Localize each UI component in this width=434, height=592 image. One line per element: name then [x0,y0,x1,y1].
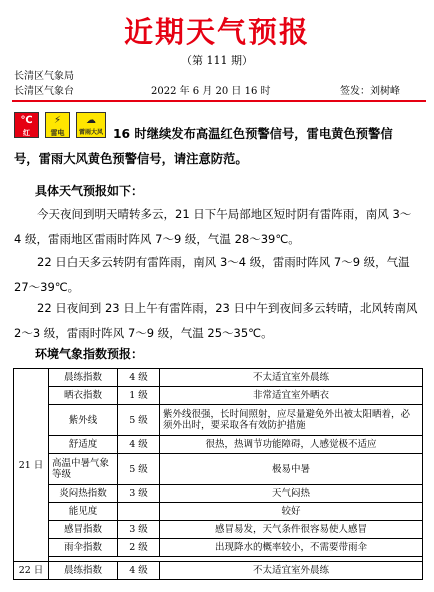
warning-text: 16 时继续发布高温红色预警信号，雷电黄色预警信号，雷雨大风黄色预警信号，请注意防范。 [14,127,393,166]
lightning-symbol: ⚡ [53,115,62,126]
index-advice: 出现降水的概率较小，不需要带雨伞 [160,539,423,557]
index-level: 4 级 [118,369,160,387]
lightning-label: 雷电 [50,129,65,137]
forecast-paragraph-2: 22 日白天多云转阴有雷阵雨，南风 3～4 级，雷雨时阵风 7～9 级，气温 27～39℃。 [14,255,410,294]
table-row [14,562,423,580]
index-name: 晒衣指数 [49,387,118,405]
index-advice: 非常适宜室外晒衣 [160,387,423,405]
forecast-paragraph-1: 今天夜间到明天晴转多云，21 日下午局部地区短时阴有雷阵雨，南风 3～4 级，雷雨地区雷雨时阵风 7～9 级，气温 28～39℃。 [14,207,412,246]
issue-date: 2022 年 6 月 20 日 16 时 [151,86,271,97]
high-temperature-symbol: ℃ [20,115,33,126]
table-row [14,539,423,557]
index-name: 高温中暑气象等级 [49,454,118,485]
day-cell-22: 22 日 [14,562,49,580]
index-name: 紫外线 [49,405,118,436]
index-level: 3 级 [118,521,160,539]
forecast-heading: 具体天气预报如下： [35,184,144,198]
org-line-2: 长清区气象台 [14,86,74,97]
index-name: 能见度 [49,503,118,521]
index-name: 舒适度 [49,436,118,454]
page-title: 近期天气预报 [123,15,310,49]
table-row [14,503,423,521]
index-level: 4 级 [118,436,160,454]
index-name: 晨练指数 [49,369,118,387]
index-name: 雨伞指数 [49,539,118,557]
thunderstorm-gale-label: 雷雨大风 [78,129,103,136]
index-level: 1 级 [118,387,160,405]
table-row [14,369,423,387]
index-advice: 不太适宜室外晨练 [160,369,423,387]
issue-number: （第 111 期） [181,54,253,67]
table-row [14,454,423,485]
index-advice: 紫外线很强，长时间照射，应尽量避免外出被太阳晒着，必须外出时，要采取各有效防护措施 [160,405,423,436]
day-cell-21: 21 日 [14,369,49,562]
thunderstorm-gale-symbol: ☁ [86,115,96,126]
index-advice: 天气闷热 [160,485,423,503]
index-advice: 极易中暑 [160,454,423,485]
table-row [14,521,423,539]
index-advice: 感冒易发，天气条件很容易使人感冒 [160,521,423,539]
forecast-paragraph-3: 22 日夜间到 23 日上午有雷阵雨，23 日中午到夜间多云转晴，北风转南风 2～3 级，雷雨时阵风 7～9 级，气温 25～35℃。 [14,301,418,340]
header-divider [12,100,426,102]
index-heading: 环境气象指数预报： [35,347,144,361]
index-advice: 较好 [160,503,423,521]
index-name: 感冒指数 [49,521,118,539]
index-level [118,503,160,521]
index-advice: 很热，热调节功能障碍，人感觉极不适应 [160,436,423,454]
table-row [14,485,423,503]
table-row [14,387,423,405]
table-row [14,405,423,436]
index-level: 2 级 [118,539,160,557]
high-temperature-label: 红 [23,129,30,137]
signer: 签发：刘树峰 [340,86,400,97]
index-name: 炎闷热指数 [49,485,118,503]
org-line-1: 长清区气象局 [14,71,74,82]
index-level: 5 级 [118,454,160,485]
index-table [13,368,423,580]
index-level: 4 级 [118,562,160,580]
index-level: 3 级 [118,485,160,503]
index-name: 晨练指数 [49,562,118,580]
table-row [14,436,423,454]
index-level: 5 级 [118,405,160,436]
index-advice: 不太适宜室外晨练 [160,562,423,580]
